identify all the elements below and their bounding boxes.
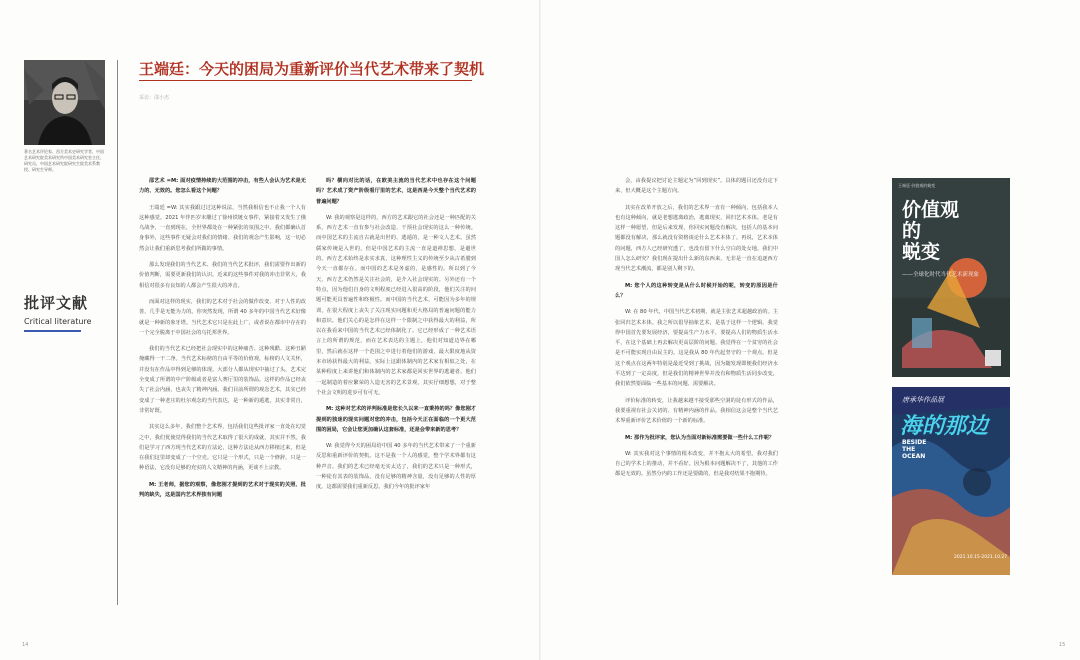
cover2-date: 2021.10.15-2021.10.27: [954, 555, 1008, 560]
page-spine: [539, 0, 541, 660]
answer-paragraph: W: 其实我对这个事情的根本改变，并不抱太大的希望。我对我们自己的学术上的推动，并不看好。因为根本问题解决不了，其他的工作都是无效的。虽然分内的工作还是要做的，但是我对结果不抱期待。: [615, 450, 778, 478]
answer-paragraph: 评价标准的转变，让我越来越不接受那些空洞的徒有形式的作品，我要重视有社会关切的、有精神内涵的作品。我相信这会是整个当代艺术界重新评价艺术价值的一个新的标准。: [615, 397, 778, 425]
portrait-caption: 著名艺术评论家、西方美术史研究学者，中国艺术研究院美术研究所中国美术研究室主任、研究员，中国艺术研究院研究生院美术系教授、研究生导师。: [24, 149, 104, 172]
question-paragraph: M: 那作为批评家，您认为当面对新标准需要做一些什么工作呢？: [625, 434, 775, 441]
answer-paragraph: 其实这么多年，我们整个艺术界，包括我们这些批评家一直处在幻觉之中，我们优使觉得我们的当代艺术取得了很大的成就，其实并不然。我们是学习了西方现当代艺术的方法论，这种方法论从西方移植过来，但是在我们这里却变成了一个空壳。它只是一个形式，只是一个修辞，只是一种语法，它没有足够的充实的人文精神的内涵，更谈不上宗教。: [139, 424, 306, 472]
cover1-subtitle: ——全球化时代当代艺术新现象: [902, 272, 980, 278]
question-paragraph: M: 您个人的这种转变是从什么时候开始的呢，转变的原因是什么？: [615, 282, 778, 299]
byline: 采访：邵小杰: [139, 95, 170, 101]
cover1-title-line-3: 蜕变: [902, 241, 941, 263]
section-title-en: Critical literature: [24, 317, 92, 326]
page-number-right: 15: [1059, 642, 1066, 648]
question-paragraph: 邵艺术 =M: 面对疫情持续的大范围的冲击，有些人会认为艺术是无力的、无效的。您怎么看这个问题？: [139, 178, 306, 195]
section-accent-bar: [24, 330, 81, 332]
cover2-en-line-2: THE: [902, 446, 916, 453]
answer-paragraph: 那么发现我们的当代艺术、我们的当代艺术批评，我们需要作出新的价值判断，需要更新我们的认识。近来的这些事件对我的冲击非常大，我相信对很多有良知的人都会产生很大的冲击。: [139, 262, 306, 289]
portrait-photo-icon: [24, 60, 105, 145]
article-title: 王端廷：今天的困局为重新评价当代艺术带来了契机: [139, 60, 485, 78]
vertical-divider: [117, 60, 118, 605]
title-underline: [139, 80, 472, 81]
answer-paragraph: 我们的当代艺术已经把社会现实中的这种痛苦、这种残酷、这种丑陋掩藏得一干二净。当代艺术标榜的自由平等的价值观，标榜的人文关怀，并没有在作品中得到足够的体现。大部分人都从现实中抽过了头，艺术完全变成了所谓的中产阶级或者是富人赛厅里的装饰品。这样的作品已经丧失了社会内涵，也丧失了精神内涵。我们目前所谓的观念艺术，其实已经变成了一种老庄的杜尔观念的当代表达，是一种新的遁逃，其实非常自，非常好既。: [139, 346, 306, 414]
question-paragraph: M: 王老师，据您的观察，像您刚才提到的艺术对于现实的关照、批判的缺失，这是国内艺术界独有问题: [139, 481, 306, 499]
answer-paragraph: 会，由我提议把讨论主题定为“回到现实”。具体的题目还没有定下来，但大概是这个主题方向。: [615, 178, 778, 195]
answer-paragraph: 而面对这样的现实，我们的艺术对于社会的做作改变、对于人性的改善，几乎是无能为力的。你突然发现，所谓 40 多年的中国当代艺术好像就是一种新的象牙塔。当代艺术它只是在此上广，或者说在都市中存在的一个完全脱离于中国社会的乌托邦世界。: [139, 298, 306, 336]
section-title-cn: 批评文献: [24, 294, 89, 312]
cover2-en-line-1: BESIDE: [902, 439, 927, 446]
cover2-en-title: [902, 439, 926, 460]
text-column-2: [316, 176, 476, 608]
text-column-3: [615, 176, 778, 608]
answer-paragraph: W: 我觉得今天的困局给中国 40 多年的当代艺术带来了一个重新反思和重新评价的契机。这不是我一个人的感觉，整个学术界都有这种声音。我们的艺术已经毫无实太达了，我们的艺术只是一种形式，一种徒有其表的装饰品，没有足够的精神含量，没有足够的人性的厚度。这都需要我们重新反思。我们今年的批评家年: [316, 443, 476, 491]
exhibition-poster-beside-the-ocean: [892, 387, 1010, 575]
text-column-1: [139, 176, 306, 608]
cover1-title-line-2: 的: [902, 220, 922, 242]
author-portrait: [24, 60, 105, 145]
cover1-title: [902, 200, 959, 263]
question-paragraph: 吗？横向对比的话，在欧美主流的当代艺术中也存在这个问题吗？艺术成了资产阶级看厅里的艺术，这是西是今天整个当代艺术的普遍问题？: [316, 178, 476, 205]
answer-paragraph: 王端廷 =W: 其实我跟过过这种说法，当然我相信也不止我一个人有这种感觉。2021 年伴匹岁末雕过了徐州铁链女事件，紧接着又发生了俄乌战争，一直到现在，全世界都处在一种紧张的氛围之中。我们都确认首身事外，这些事件无疑会对我们的情绪、我们的观念产生影响，这一切必然会让我们重新思考我们所做的事情。: [139, 204, 306, 252]
cover2-title: 海的那边: [900, 414, 989, 439]
answer-paragraph: 其实在改革开放之后，我们的艺术界一直有一种倾向，包括我本人也有这种倾向，就是老想逃离政治，逃离现实，回归艺术本体。老是有这样一种愿望，但是后来发现，你回实问题没有解决，包括人的基本问题都没有解决，那么就没有资格谈论什么艺术本体了。再说，艺术本体的问题，西方人已经研究透了，也没有留下什么空白的处女地。我们中国人怎么研究？我们现在提出什么新的东西来，无非是一直在追逐西方现当代艺术潮流，都是别人剩下的。: [615, 204, 778, 273]
book-cover-value-shift: [892, 178, 1010, 377]
answer-paragraph: W: 在 80 年代，中国当代艺术初期，就是主张艺术超越政治的。主张回归艺术本体。我之所以倡导抽象艺术，是基于这样一个逻辑，我觉得中国首先要发展经济，要提高生产力水平，要提高人们的物质生活水平，在这个基础上再去解决更高层阶的问题。我觉得在一个贫穷的社会是不可能实现自由民主的。这是我从 80 年代起坚守的一个观点。但是这个观点在这两年特别是最近受到了挑战，因为随发现即便我们经济水平达到了一定高度，但是我们的精神世界并没有和物质生活同步改变，我们依然要面临一些基本的问题、需要解决。: [615, 309, 778, 388]
cover2-top-text: 唐承华作品展: [902, 396, 944, 404]
cover1-title-line-1: 价值观: [902, 199, 960, 221]
answer-paragraph: W: 我的观察是这样的，西方的艺术跟它的社会还是一种匹配的关系，西方艺术一直有参与社会改造、干预社会现实的这么一种传统。而中国艺术的主流自古就是出世的、逃遁的，是一种文人艺术。虽然儒家传统是入世的，但是中国艺术的主流一直是道禅思想，是避世的。西方艺术始终是求实求真，这种理性主义的传统至少从古希腊到今天一直都存在。而中国的艺术是务虚的，是感性的。所以到了今天，西方艺术仍然是关注社会的，是介入社会现实的。另外还有一个特点，因为他们自身的文明程度已经进入很高的阶段，他们关注的问题可能更具普遍性和终极性。而中国的当代艺术，可能因为多年的规训，在很大程度上丧失了关注现实问题和更大格局的普遍问题的能力和意识。他们关心的是怎样在这样一个限制之中获得最大的利益，所以在我看来中国的当代艺术已经体制化了。它已经形成了一种艺术语言上的所谓的规范，而在艺术表达的主题上，他们对知道边界在哪里，然后就在这样一个范围之中进行着他们的游戏，最大限度地从资本市场获得最大的利益。实际上这跟体制内的艺术家有相似之处，在某种程度上来讲他们和体制内的艺术家都是回实世界的逃避者。他们一起制造的着应繁荣的人造无害的艺术景观，其实仔细想想，对于整个社会文明的进步可有可无。: [316, 214, 476, 396]
cover2-en-line-3: OCEAN: [902, 453, 926, 460]
page-number-left: 14: [22, 642, 29, 648]
question-paragraph: M: 这种对艺术的评判标准是您长久以来一直秉持的吗？像您刚才提到的独迷的现实问题对您的冲击，包括今天正在面临的一个更大范围的困局，它会让您更加确认这套标准，还是会带来新的思考？: [316, 406, 476, 433]
cover1-top-text: 王端廷·价值观的蜕变: [898, 183, 936, 188]
